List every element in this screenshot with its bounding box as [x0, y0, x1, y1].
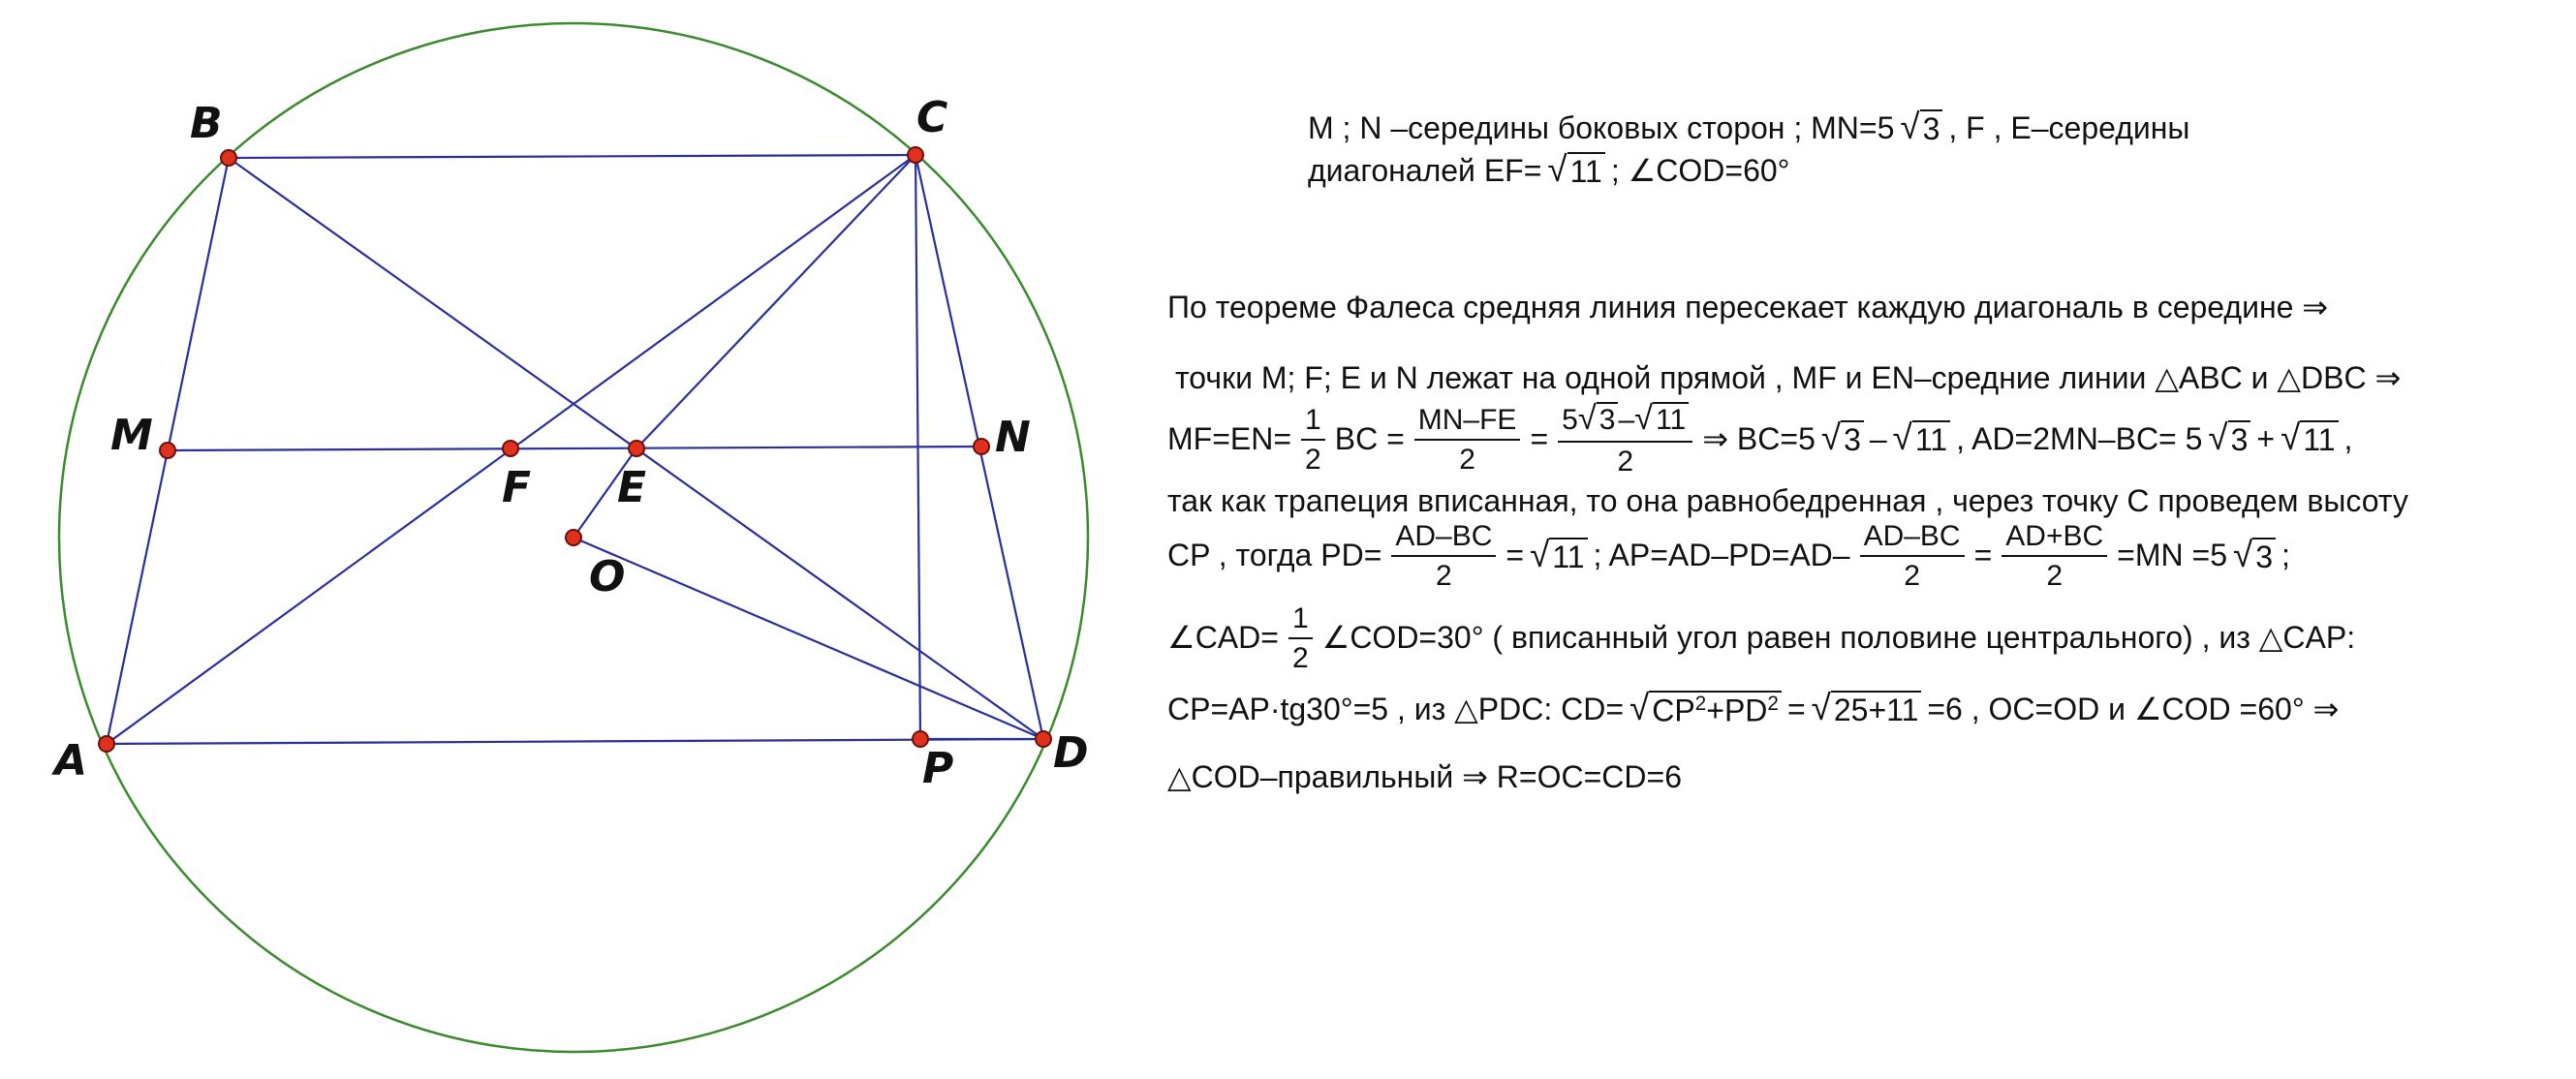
- solution-text: =6 , OC=OD и ∠COD =60° ⇒: [1927, 692, 2340, 726]
- solution-line-8: [1167, 757, 1682, 798]
- given-line-2: [1308, 151, 1789, 192]
- given-text: ; ∠COD=60°: [1610, 153, 1790, 188]
- sqrt: √ 3: [1900, 109, 1942, 147]
- fraction: [1860, 520, 1965, 592]
- sqrt: √ 3: [2208, 420, 2250, 458]
- point-F: [503, 441, 518, 456]
- radicand: [1649, 691, 1782, 728]
- segment-BC: [229, 155, 916, 158]
- solution-line-4: [1167, 481, 2408, 522]
- sqrt: √ 11: [1547, 152, 1604, 190]
- fraction: [2002, 520, 2107, 592]
- solution-text: , AD=2MN–BC= 5: [1956, 420, 2203, 456]
- denominator: 2: [1904, 560, 1920, 592]
- radicand: 11: [1567, 152, 1605, 190]
- label-B: B: [190, 99, 223, 148]
- solution-text: CP , тогда PD=: [1167, 538, 1382, 573]
- solution-line-7: [1167, 690, 2339, 730]
- point-M: [160, 443, 175, 458]
- label-C: C: [916, 93, 948, 142]
- solution-text: ,: [2343, 420, 2353, 456]
- solution-text: ∠COD=30° ( вписанный угол равен половине центрального) , из △CAP:: [1321, 620, 2356, 656]
- label-P: P: [922, 744, 954, 793]
- solution-text: ;: [2281, 538, 2290, 573]
- point-B: [221, 150, 236, 166]
- numerator: 1: [1288, 602, 1313, 639]
- denominator: 2: [1617, 445, 1634, 478]
- solution-text: ; AP=AD–PD=AD–: [1593, 538, 1850, 573]
- numerator: MN–FE: [1414, 404, 1521, 441]
- solution-text: △COD–правильный ⇒ R=OC=CD=6: [1167, 759, 1682, 794]
- radicand: 3: [1920, 109, 1943, 147]
- fraction: [1414, 404, 1521, 476]
- op: –: [1869, 420, 1887, 456]
- solution-text: =: [1530, 420, 1549, 456]
- sqrt: √ $CP^2+PD^2$: [1629, 691, 1782, 728]
- radicand: 3: [2228, 420, 2251, 458]
- label-N: N: [995, 413, 1031, 462]
- point-C: [908, 147, 923, 163]
- fraction: [1391, 520, 1496, 592]
- solution-text: MF=EN=: [1167, 420, 1292, 456]
- segment-MN: [168, 447, 981, 450]
- solution-text: =: [1786, 692, 1806, 726]
- solution-line-1: [1167, 288, 2328, 328]
- sqrt: √ 25+11: [1812, 691, 1922, 728]
- radicand: 3: [1597, 402, 1619, 438]
- sqrt: √ 11: [2281, 420, 2338, 458]
- solution-line-6: [1167, 602, 2355, 674]
- label-M: M: [110, 411, 153, 460]
- label-E: E: [617, 463, 647, 512]
- term: +PD: [1706, 693, 1768, 728]
- label-D: D: [1053, 728, 1089, 778]
- fraction: [1288, 602, 1313, 674]
- point-E: [629, 441, 644, 456]
- op: –: [1618, 404, 1635, 436]
- sqrt: √ 11: [1893, 420, 1950, 458]
- given-text: M ; N –середины боковых сторон ; MN=5: [1308, 110, 1895, 145]
- sqrt: √ 11: [1634, 402, 1689, 438]
- label-O: O: [589, 552, 626, 601]
- solution-text: =: [1973, 538, 1993, 573]
- segment-AD: [107, 739, 1043, 744]
- solution-text: CP=AP·tg30°=5 , из △PDC: CD=: [1167, 692, 1625, 726]
- denominator: 2: [1436, 560, 1452, 592]
- radicand: 11: [1549, 538, 1587, 575]
- radicand: 11: [1912, 420, 1950, 458]
- solution-line-2: [1175, 358, 2401, 399]
- given-line-1: [1308, 108, 2189, 149]
- point-D: [1036, 731, 1051, 747]
- sqrt: √ 3: [1578, 402, 1619, 438]
- point-N: [974, 439, 989, 454]
- sqrt: √ 11: [1530, 538, 1587, 575]
- solution-line-5: [1167, 520, 2290, 592]
- solution-text: точки M; F; E и N лежат на одной прямой , MF и EN–средние линии △ABC и △DBC ⇒: [1175, 360, 2402, 395]
- radicand: 11: [2300, 420, 2338, 458]
- solution-text: ∠CAD=: [1167, 620, 1279, 656]
- label-A: A: [54, 736, 88, 786]
- numerator: AD–BC: [1391, 520, 1496, 557]
- point-O: [566, 530, 581, 545]
- numerator: AD–BC: [1860, 520, 1965, 557]
- given-text: диагоналей EF=: [1308, 153, 1542, 188]
- numerator: 1: [1301, 404, 1325, 441]
- denominator: 2: [1291, 642, 1309, 674]
- numerator: [1558, 402, 1692, 443]
- radicand: 3: [2252, 538, 2276, 575]
- exponent: 2: [1694, 693, 1707, 716]
- sqrt: √ 3: [1821, 420, 1864, 458]
- term: CP: [1652, 693, 1695, 728]
- solution-text: =MN =5: [2117, 538, 2227, 573]
- solution-text: По теореме Фалеса средняя линия пересекает каждую диагональ в середине ⇒: [1167, 290, 2329, 324]
- segment-OD: [574, 538, 1043, 739]
- radicand: 3: [1841, 420, 1864, 458]
- trapezoid-figure: [0, 0, 1114, 1079]
- fraction: [1301, 404, 1325, 476]
- solution-text: BC =: [1334, 420, 1405, 456]
- given-text: , F , E–середины: [1948, 110, 2190, 145]
- label-F: F: [502, 463, 532, 512]
- coef: 5: [1562, 404, 1578, 436]
- denominator: 2: [1305, 443, 1321, 476]
- denominator: 2: [2046, 560, 2064, 592]
- solution-text: так как трапеция вписанная, то она равнобедренная , через точку C проведем высоту: [1167, 483, 2408, 518]
- denominator: 2: [1459, 443, 1475, 476]
- op: +: [2256, 420, 2276, 456]
- solution-text: =: [1505, 538, 1525, 573]
- radicand: 11: [1653, 402, 1689, 438]
- radicand: 25+11: [1831, 691, 1922, 728]
- segment-CE: [636, 155, 916, 448]
- exponent: 2: [1767, 693, 1779, 716]
- point-A: [99, 736, 114, 752]
- solution-text: ⇒ BC=5: [1702, 420, 1816, 456]
- numerator: AD+BC: [2002, 520, 2107, 557]
- sqrt: √ 3: [2233, 538, 2276, 575]
- fraction: [1558, 402, 1692, 478]
- solution-line-3: [1167, 402, 2352, 478]
